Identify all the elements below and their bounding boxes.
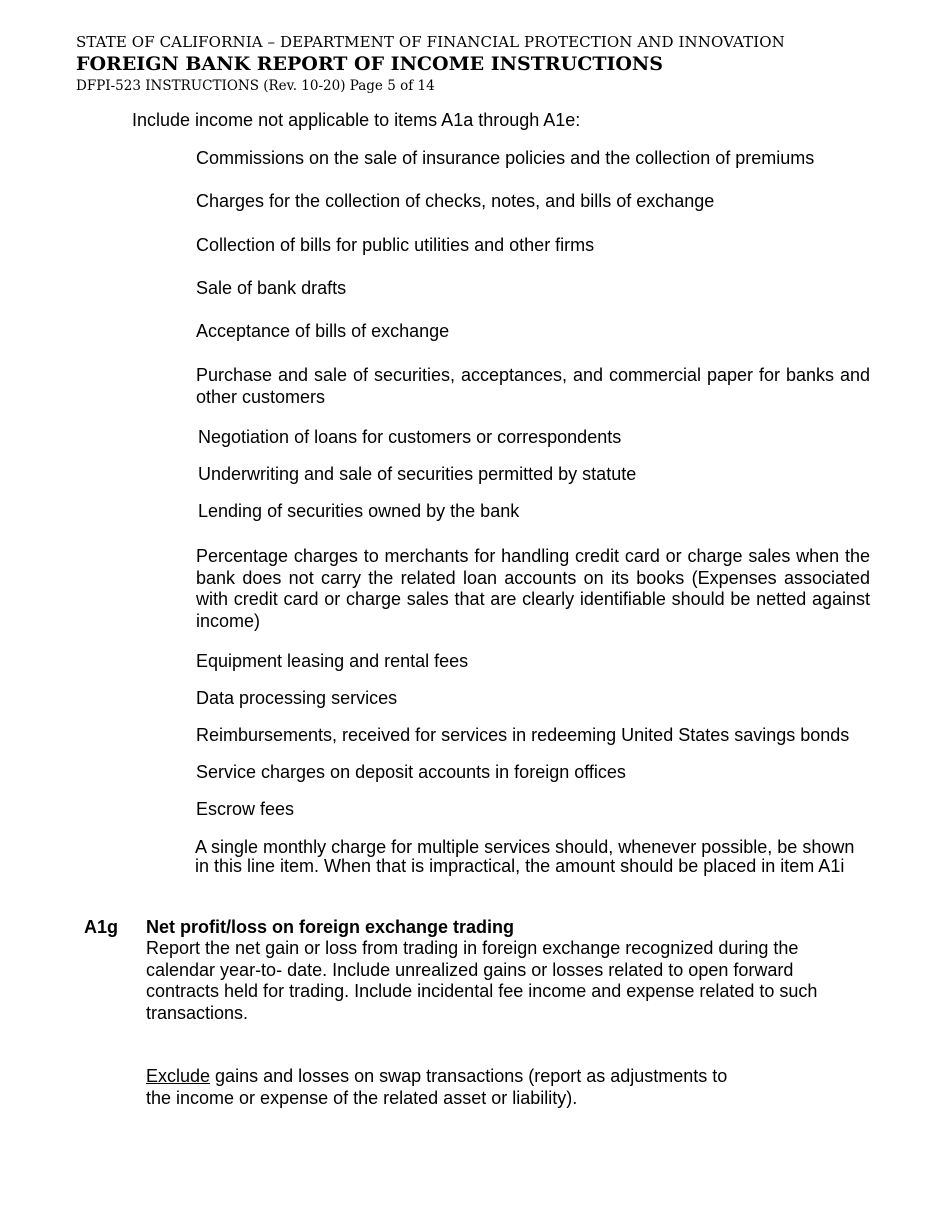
list-item: Purchase and sale of securities, acceptances, and commercial paper for banks and other customers — [196, 365, 870, 407]
list-item: Collection of bills for public utilities and other firms — [196, 235, 595, 255]
list-item: Charges for the collection of checks, notes, and bills of exchange — [196, 191, 715, 211]
section-code: A1g — [84, 917, 119, 937]
list-item: Percentage charges to merchants for handling credit card or charge sales when the bank does not carry the related loan accounts on its books (Expenses associated with credit card or charge sales that are clearly identifiable should be netted against income) — [196, 546, 870, 631]
agency-name: STATE OF CALIFORNIA – DEPARTMENT OF FINANCIAL PROTECTION AND INNOVATION — [76, 33, 785, 51]
form-reference: DFPI-523 INSTRUCTIONS (Rev. 10-20) Page 5 of 14 — [76, 78, 435, 94]
exclude-paragraph — [146, 1066, 756, 1109]
list-item: Acceptance of bills of exchange — [196, 321, 450, 341]
list-item: Negotiation of loans for customers or correspondents — [198, 427, 622, 447]
list-item: Underwriting and sale of securities permitted by statute — [198, 464, 637, 484]
list-item: Commissions on the sale of insurance policies and the collection of premiums — [196, 148, 815, 168]
exclude-word: Exclude — [146, 1066, 211, 1086]
section-body: Report the net gain or loss from trading in foreign exchange recognized during the calendar year-to- date. Include unrealized gains or losses related to open forward contracts held for trading. Include incidental fee income and expense related to such transactions. — [146, 938, 818, 1023]
list-item: Service charges on deposit accounts in foreign offices — [196, 762, 626, 782]
list-item: Lending of securities owned by the bank — [198, 501, 520, 521]
document-title: FOREIGN BANK REPORT OF INCOME INSTRUCTIONS — [76, 53, 663, 75]
exclude-text: gains and losses on swap transactions (report as adjustments to the income or expense of the related asset or liability). — [146, 1066, 728, 1108]
list-item: Equipment leasing and rental fees — [196, 651, 469, 671]
list-item: Sale of bank drafts — [196, 278, 347, 298]
section-title: Net profit/loss on foreign exchange trading — [146, 917, 515, 937]
list-item: Data processing services — [196, 688, 398, 708]
single-charge-note: A single monthly charge for multiple services should, whenever possible, be shown in this line item. When that is impractical, the amount should be placed in item A1i — [195, 837, 855, 876]
list-item: Reimbursements, received for services in redeeming United States savings bonds — [196, 725, 850, 745]
list-item: Escrow fees — [196, 799, 295, 819]
intro-text: Include income not applicable to items A1a through A1e: — [132, 110, 581, 130]
